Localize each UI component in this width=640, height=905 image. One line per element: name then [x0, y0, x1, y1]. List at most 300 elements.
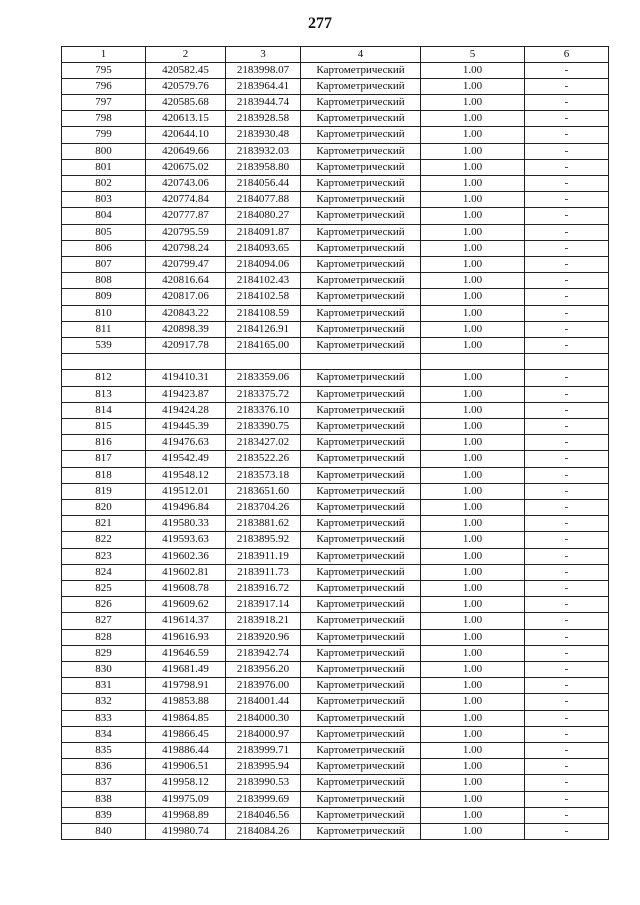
method-cell: Картометрический	[301, 224, 421, 240]
accuracy-cell: 1.00	[421, 337, 525, 353]
table-row	[62, 597, 609, 613]
y-coordinate-cell: 2183964.41	[226, 78, 301, 94]
point-number-cell: 823	[62, 548, 146, 564]
note-cell: -	[525, 662, 609, 678]
point-number-cell: 840	[62, 824, 146, 840]
method-cell: Картометрический	[301, 467, 421, 483]
table-header-row	[62, 47, 609, 63]
accuracy-cell: 1.00	[421, 62, 525, 78]
x-coordinate-cell: 420743.06	[146, 175, 226, 191]
accuracy-cell: 1.00	[421, 321, 525, 337]
method-cell: Картометрический	[301, 370, 421, 386]
table-row	[62, 354, 609, 370]
note-cell: -	[525, 629, 609, 645]
accuracy-cell: 1.00	[421, 532, 525, 548]
table-row	[62, 580, 609, 596]
note-cell: -	[525, 564, 609, 580]
accuracy-cell: 1.00	[421, 208, 525, 224]
x-coordinate-cell: 420649.66	[146, 143, 226, 159]
table-row	[62, 111, 609, 127]
note-cell: -	[525, 759, 609, 775]
point-number-cell: 816	[62, 435, 146, 451]
accuracy-cell: 1.00	[421, 807, 525, 823]
note-cell: -	[525, 321, 609, 337]
point-number-cell: 797	[62, 94, 146, 110]
accuracy-cell: 1.00	[421, 224, 525, 240]
y-coordinate-cell: 2184126.91	[226, 321, 301, 337]
method-cell: Картометрический	[301, 499, 421, 515]
y-coordinate-cell: 2183944.74	[226, 94, 301, 110]
note-cell: -	[525, 370, 609, 386]
table-row	[62, 564, 609, 580]
x-coordinate-cell: 419542.49	[146, 451, 226, 467]
note-cell: -	[525, 516, 609, 532]
y-coordinate-cell: 2183928.58	[226, 111, 301, 127]
point-number-cell: 798	[62, 111, 146, 127]
accuracy-cell: 1.00	[421, 435, 525, 451]
table-row	[62, 613, 609, 629]
accuracy-cell: 1.00	[421, 402, 525, 418]
column-header: 5	[421, 47, 525, 63]
x-coordinate-cell: 420817.06	[146, 289, 226, 305]
accuracy-cell: 1.00	[421, 726, 525, 742]
y-coordinate-cell: 2183918.21	[226, 613, 301, 629]
note-cell: -	[525, 289, 609, 305]
method-cell: Картометрический	[301, 564, 421, 580]
note-cell: -	[525, 94, 609, 110]
point-number-cell: 822	[62, 532, 146, 548]
note-cell: -	[525, 435, 609, 451]
accuracy-cell: 1.00	[421, 694, 525, 710]
coordinates-table	[61, 46, 609, 840]
note-cell: -	[525, 645, 609, 661]
table-row	[62, 645, 609, 661]
note-cell: -	[525, 532, 609, 548]
x-coordinate-cell: 420843.22	[146, 305, 226, 321]
method-cell: Картометрический	[301, 759, 421, 775]
note-cell: -	[525, 273, 609, 289]
accuracy-cell: 1.00	[421, 451, 525, 467]
point-number-cell: 808	[62, 273, 146, 289]
x-coordinate-cell: 420777.87	[146, 208, 226, 224]
accuracy-cell: 1.00	[421, 273, 525, 289]
table-row	[62, 305, 609, 321]
x-coordinate-cell: 420613.15	[146, 111, 226, 127]
method-cell: Картометрический	[301, 208, 421, 224]
method-cell: Картометрический	[301, 175, 421, 191]
method-cell: Картометрический	[301, 192, 421, 208]
y-coordinate-cell: 2184084.26	[226, 824, 301, 840]
method-cell: Картометрический	[301, 791, 421, 807]
x-coordinate-cell: 419980.74	[146, 824, 226, 840]
point-number-cell: 803	[62, 192, 146, 208]
table-row	[62, 629, 609, 645]
method-cell: Картометрический	[301, 807, 421, 823]
table-row	[62, 532, 609, 548]
accuracy-cell: 1.00	[421, 580, 525, 596]
column-header: 1	[62, 47, 146, 63]
point-number-cell: 838	[62, 791, 146, 807]
method-cell: Картометрический	[301, 662, 421, 678]
note-cell	[525, 354, 609, 370]
method-cell: Картометрический	[301, 386, 421, 402]
note-cell: -	[525, 743, 609, 759]
accuracy-cell: 1.00	[421, 629, 525, 645]
point-number-cell: 812	[62, 370, 146, 386]
column-header: 4	[301, 47, 421, 63]
x-coordinate-cell: 419602.36	[146, 548, 226, 564]
y-coordinate-cell: 2183911.73	[226, 564, 301, 580]
table-row	[62, 743, 609, 759]
accuracy-cell: 1.00	[421, 548, 525, 564]
accuracy-cell: 1.00	[421, 613, 525, 629]
method-cell: Картометрический	[301, 62, 421, 78]
y-coordinate-cell: 2183911.19	[226, 548, 301, 564]
y-coordinate-cell: 2183427.02	[226, 435, 301, 451]
y-coordinate-cell: 2183895.92	[226, 532, 301, 548]
y-coordinate-cell: 2183376.10	[226, 402, 301, 418]
note-cell: -	[525, 710, 609, 726]
y-coordinate-cell: 2183990.53	[226, 775, 301, 791]
accuracy-cell: 1.00	[421, 143, 525, 159]
x-coordinate-cell: 420774.84	[146, 192, 226, 208]
y-coordinate-cell: 2183999.71	[226, 743, 301, 759]
table-row	[62, 321, 609, 337]
y-coordinate-cell: 2184046.56	[226, 807, 301, 823]
point-number-cell: 830	[62, 662, 146, 678]
table-row	[62, 807, 609, 823]
accuracy-cell: 1.00	[421, 94, 525, 110]
x-coordinate-cell: 419886.44	[146, 743, 226, 759]
note-cell: -	[525, 483, 609, 499]
point-number-cell: 827	[62, 613, 146, 629]
method-cell: Картометрический	[301, 402, 421, 418]
y-coordinate-cell: 2183976.00	[226, 678, 301, 694]
y-coordinate-cell: 2184077.88	[226, 192, 301, 208]
accuracy-cell: 1.00	[421, 662, 525, 678]
note-cell: -	[525, 548, 609, 564]
table-row	[62, 159, 609, 175]
x-coordinate-cell: 419476.63	[146, 435, 226, 451]
y-coordinate-cell: 2183932.03	[226, 143, 301, 159]
table-row	[62, 78, 609, 94]
table-row	[62, 548, 609, 564]
note-cell: -	[525, 240, 609, 256]
method-cell: Картометрический	[301, 678, 421, 694]
note-cell: -	[525, 824, 609, 840]
x-coordinate-cell: 419968.89	[146, 807, 226, 823]
method-cell: Картометрический	[301, 78, 421, 94]
y-coordinate-cell: 2183522.26	[226, 451, 301, 467]
method-cell: Картометрический	[301, 532, 421, 548]
x-coordinate-cell: 420582.45	[146, 62, 226, 78]
accuracy-cell: 1.00	[421, 516, 525, 532]
x-coordinate-cell: 419614.37	[146, 613, 226, 629]
x-coordinate-cell: 419423.87	[146, 386, 226, 402]
accuracy-cell: 1.00	[421, 78, 525, 94]
point-number-cell: 810	[62, 305, 146, 321]
accuracy-cell: 1.00	[421, 645, 525, 661]
method-cell: Картометрический	[301, 127, 421, 143]
x-coordinate-cell: 419866.45	[146, 726, 226, 742]
y-coordinate-cell: 2183958.80	[226, 159, 301, 175]
x-coordinate-cell: 419609.62	[146, 597, 226, 613]
note-cell: -	[525, 175, 609, 191]
method-cell: Картометрический	[301, 289, 421, 305]
table-row	[62, 94, 609, 110]
point-number-cell: 813	[62, 386, 146, 402]
table-row	[62, 143, 609, 159]
accuracy-cell: 1.00	[421, 418, 525, 434]
x-coordinate-cell: 419580.33	[146, 516, 226, 532]
table-row	[62, 370, 609, 386]
note-cell: -	[525, 337, 609, 353]
y-coordinate-cell: 2183916.72	[226, 580, 301, 596]
table-row	[62, 662, 609, 678]
point-number-cell: 795	[62, 62, 146, 78]
table-row	[62, 224, 609, 240]
column-header: 3	[226, 47, 301, 63]
point-number-cell: 836	[62, 759, 146, 775]
x-coordinate-cell: 420675.02	[146, 159, 226, 175]
table-row	[62, 402, 609, 418]
x-coordinate-cell: 419548.12	[146, 467, 226, 483]
accuracy-cell: 1.00	[421, 192, 525, 208]
note-cell: -	[525, 78, 609, 94]
x-coordinate-cell: 419602.81	[146, 564, 226, 580]
point-number-cell: 835	[62, 743, 146, 759]
point-number-cell: 815	[62, 418, 146, 434]
point-number-cell: 814	[62, 402, 146, 418]
table-row	[62, 208, 609, 224]
point-number-cell: 825	[62, 580, 146, 596]
y-coordinate-cell: 2183651.60	[226, 483, 301, 499]
point-number-cell: 804	[62, 208, 146, 224]
method-cell: Картометрический	[301, 694, 421, 710]
x-coordinate-cell: 420799.47	[146, 256, 226, 272]
method-cell: Картометрический	[301, 240, 421, 256]
point-number-cell: 819	[62, 483, 146, 499]
method-cell: Картометрический	[301, 548, 421, 564]
table-row	[62, 337, 609, 353]
method-cell: Картометрический	[301, 743, 421, 759]
accuracy-cell: 1.00	[421, 159, 525, 175]
y-coordinate-cell: 2183704.26	[226, 499, 301, 515]
method-cell: Картометрический	[301, 305, 421, 321]
accuracy-cell: 1.00	[421, 759, 525, 775]
y-coordinate-cell: 2184091.87	[226, 224, 301, 240]
y-coordinate-cell: 2183573.18	[226, 467, 301, 483]
y-coordinate-cell: 2184080.27	[226, 208, 301, 224]
table-row	[62, 62, 609, 78]
accuracy-cell: 1.00	[421, 111, 525, 127]
column-header: 6	[525, 47, 609, 63]
note-cell: -	[525, 499, 609, 515]
note-cell: -	[525, 143, 609, 159]
method-cell: Картометрический	[301, 159, 421, 175]
accuracy-cell: 1.00	[421, 678, 525, 694]
note-cell: -	[525, 402, 609, 418]
table-row	[62, 418, 609, 434]
method-cell: Картометрический	[301, 321, 421, 337]
page-number: 277	[308, 15, 332, 32]
x-coordinate-cell: 419410.31	[146, 370, 226, 386]
accuracy-cell: 1.00	[421, 499, 525, 515]
point-number-cell: 799	[62, 127, 146, 143]
point-number-cell: 833	[62, 710, 146, 726]
y-coordinate-cell: 2183390.75	[226, 418, 301, 434]
method-cell: Картометрический	[301, 629, 421, 645]
x-coordinate-cell: 419593.63	[146, 532, 226, 548]
table-row	[62, 192, 609, 208]
x-coordinate-cell: 420798.24	[146, 240, 226, 256]
x-coordinate-cell: 420585.68	[146, 94, 226, 110]
accuracy-cell: 1.00	[421, 564, 525, 580]
accuracy-cell: 1.00	[421, 483, 525, 499]
method-cell: Картометрический	[301, 580, 421, 596]
method-cell: Картометрический	[301, 337, 421, 353]
note-cell: -	[525, 451, 609, 467]
table-row	[62, 483, 609, 499]
note-cell: -	[525, 613, 609, 629]
note-cell: -	[525, 386, 609, 402]
x-coordinate-cell: 419646.59	[146, 645, 226, 661]
accuracy-cell: 1.00	[421, 791, 525, 807]
table-row	[62, 127, 609, 143]
y-coordinate-cell: 2183942.74	[226, 645, 301, 661]
point-number-cell: 806	[62, 240, 146, 256]
method-cell: Картометрический	[301, 613, 421, 629]
method-cell: Картометрический	[301, 111, 421, 127]
table-row	[62, 289, 609, 305]
note-cell: -	[525, 597, 609, 613]
accuracy-cell: 1.00	[421, 175, 525, 191]
point-number-cell: 800	[62, 143, 146, 159]
method-cell: Картометрический	[301, 710, 421, 726]
point-number-cell: 796	[62, 78, 146, 94]
note-cell: -	[525, 678, 609, 694]
table-row	[62, 273, 609, 289]
x-coordinate-cell: 419864.85	[146, 710, 226, 726]
note-cell: -	[525, 256, 609, 272]
method-cell: Картометрический	[301, 824, 421, 840]
accuracy-cell: 1.00	[421, 127, 525, 143]
y-coordinate-cell: 2183956.20	[226, 662, 301, 678]
column-header: 2	[146, 47, 226, 63]
table-row	[62, 175, 609, 191]
y-coordinate-cell: 2184093.65	[226, 240, 301, 256]
point-number-cell: 818	[62, 467, 146, 483]
accuracy-cell: 1.00	[421, 240, 525, 256]
point-number-cell: 824	[62, 564, 146, 580]
y-coordinate-cell: 2184102.43	[226, 273, 301, 289]
table-body	[62, 62, 609, 840]
table-row	[62, 435, 609, 451]
point-number-cell: 811	[62, 321, 146, 337]
accuracy-cell: 1.00	[421, 710, 525, 726]
x-coordinate-cell: 419608.78	[146, 580, 226, 596]
accuracy-cell: 1.00	[421, 467, 525, 483]
note-cell: -	[525, 192, 609, 208]
method-cell: Картометрический	[301, 483, 421, 499]
note-cell: -	[525, 62, 609, 78]
y-coordinate-cell: 2184000.30	[226, 710, 301, 726]
y-coordinate-cell: 2184165.00	[226, 337, 301, 353]
x-coordinate-cell: 419853.88	[146, 694, 226, 710]
point-number-cell: 832	[62, 694, 146, 710]
table-row	[62, 256, 609, 272]
point-number-cell: 809	[62, 289, 146, 305]
y-coordinate-cell: 2183375.72	[226, 386, 301, 402]
note-cell: -	[525, 224, 609, 240]
y-coordinate-cell: 2183917.14	[226, 597, 301, 613]
x-coordinate-cell: 419512.01	[146, 483, 226, 499]
method-cell: Картометрический	[301, 451, 421, 467]
x-coordinate-cell: 419445.39	[146, 418, 226, 434]
x-coordinate-cell: 419975.09	[146, 791, 226, 807]
method-cell: Картометрический	[301, 256, 421, 272]
x-coordinate-cell: 419424.28	[146, 402, 226, 418]
point-number-cell: 802	[62, 175, 146, 191]
note-cell: -	[525, 305, 609, 321]
point-number-cell: 826	[62, 597, 146, 613]
x-coordinate-cell: 419681.49	[146, 662, 226, 678]
note-cell: -	[525, 467, 609, 483]
accuracy-cell: 1.00	[421, 597, 525, 613]
note-cell: -	[525, 127, 609, 143]
table-row	[62, 759, 609, 775]
note-cell: -	[525, 694, 609, 710]
accuracy-cell: 1.00	[421, 824, 525, 840]
point-number-cell: 821	[62, 516, 146, 532]
point-number-cell: 820	[62, 499, 146, 515]
method-cell: Картометрический	[301, 94, 421, 110]
x-coordinate-cell: 420898.39	[146, 321, 226, 337]
x-coordinate-cell: 419496.84	[146, 499, 226, 515]
note-cell: -	[525, 791, 609, 807]
method-cell: Картометрический	[301, 726, 421, 742]
point-number-cell: 805	[62, 224, 146, 240]
table-row	[62, 775, 609, 791]
point-number-cell: 828	[62, 629, 146, 645]
method-cell: Картометрический	[301, 418, 421, 434]
x-coordinate-cell: 419958.12	[146, 775, 226, 791]
y-coordinate-cell: 2183999.69	[226, 791, 301, 807]
point-number-cell: 837	[62, 775, 146, 791]
accuracy-cell: 1.00	[421, 370, 525, 386]
accuracy-cell: 1.00	[421, 256, 525, 272]
y-coordinate-cell: 2183881.62	[226, 516, 301, 532]
y-coordinate-cell: 2183995.94	[226, 759, 301, 775]
note-cell: -	[525, 726, 609, 742]
accuracy-cell: 1.00	[421, 305, 525, 321]
note-cell: -	[525, 418, 609, 434]
x-coordinate-cell: 419798.91	[146, 678, 226, 694]
point-number-cell: 807	[62, 256, 146, 272]
table-row	[62, 386, 609, 402]
table-row	[62, 694, 609, 710]
x-coordinate-cell	[146, 354, 226, 370]
y-coordinate-cell: 2183930.48	[226, 127, 301, 143]
point-number-cell: 831	[62, 678, 146, 694]
y-coordinate-cell: 2184001.44	[226, 694, 301, 710]
point-number-cell: 829	[62, 645, 146, 661]
point-number-cell	[62, 354, 146, 370]
note-cell: -	[525, 208, 609, 224]
x-coordinate-cell: 420917.78	[146, 337, 226, 353]
table-row	[62, 824, 609, 840]
note-cell: -	[525, 580, 609, 596]
